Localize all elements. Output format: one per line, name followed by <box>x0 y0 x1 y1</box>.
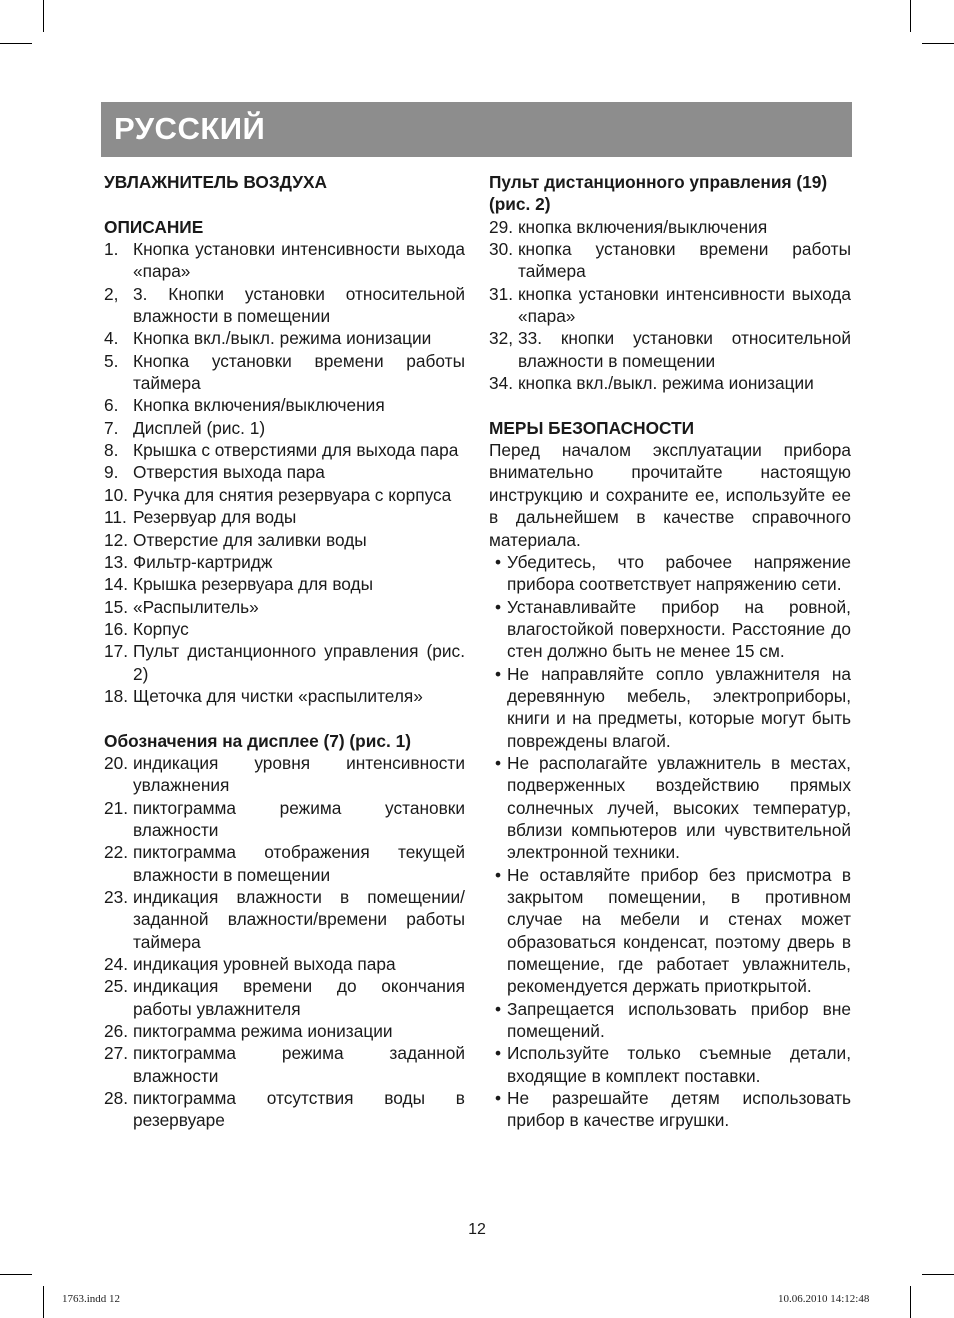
remote-list <box>489 216 851 395</box>
safety-intro: Перед началом эксплуатации прибора внимательно прочитайте настоящую инструкцию и сохраните ее, используйте ее в дальнейшем в качестве справочного материала. <box>489 440 851 550</box>
list-item-text: Пульт дистанционного управления (рис. 2) <box>133 641 465 684</box>
list-item-number: 6. <box>104 395 119 416</box>
list-item-text: 3. Кнопки установки относительной влажности в помещении <box>133 283 465 327</box>
list-item-number: 10. <box>104 484 129 505</box>
list-item-text: Кнопка установки времени работы таймера <box>133 350 465 394</box>
file-slug: 1763.indd 12 <box>62 1293 121 1305</box>
safety-bullet-text: Используйте только съемные детали, входящие в комплект поставки. <box>507 1043 851 1086</box>
list-item <box>104 618 465 640</box>
list-item-number: 23. <box>104 887 129 907</box>
list-item <box>104 797 465 842</box>
list-item-number: 27. <box>104 1043 129 1064</box>
list-item-text: пиктограмма отсутствия воды в резервуаре <box>133 1088 465 1131</box>
list-item-number: 8. <box>104 440 119 461</box>
list-item <box>104 238 465 283</box>
right-column <box>489 171 851 1132</box>
safety-heading: МЕРЫ БЕЗОПАСНОСТИ <box>489 417 695 438</box>
list-item-number: 17. <box>104 641 129 662</box>
list-item <box>104 283 465 328</box>
list-item <box>104 685 465 707</box>
list-item-number: 21. <box>104 797 129 818</box>
crop-mark <box>922 1274 954 1275</box>
list-item-text: кнопка установки интенсивности выхода «пара» <box>518 283 851 327</box>
list-item <box>104 506 465 528</box>
page-number: 12 <box>468 1221 486 1238</box>
safety-bullet-text: Не направляйте сопло увлажнителя на деревянную мебель, электроприборы, книги и на предметы, которые могут быть повреждены влагой. <box>507 663 851 751</box>
list-item-number: 11. <box>104 507 127 528</box>
crop-mark <box>910 1286 911 1318</box>
list-item <box>104 596 465 618</box>
list-item-text: Фильтр-картридж <box>133 551 273 572</box>
bullet-dot-icon: • <box>494 596 502 617</box>
safety-bullet-text: Не оставляйте прибор без присмотра в закрытом помещении, в противном случае на мебели и стенах может образоваться конденсат, поэтому дверь в помещение, где работает увлажнитель, рекомендуется держать приоткрытой. <box>507 864 851 997</box>
crop-mark <box>0 43 32 44</box>
crop-mark <box>43 0 44 32</box>
list-item-text: пиктограмма отображения текущей влажности в помещении <box>133 842 465 885</box>
list-item <box>104 640 465 685</box>
description-list <box>104 238 465 707</box>
list-item-text: Кнопка вкл./выкл. режима ионизации <box>133 328 432 349</box>
list-item-number: 22. <box>104 842 129 863</box>
list-item-text: Корпус <box>133 618 189 639</box>
list-item-number: 18. <box>104 685 129 706</box>
crop-mark <box>43 1286 44 1318</box>
safety-bullet <box>489 1042 851 1087</box>
list-item-number: 9. <box>104 462 119 483</box>
list-item-number: 13. <box>104 551 129 572</box>
safety-bullet <box>489 596 851 663</box>
list-item-number: 16. <box>104 618 129 639</box>
safety-bullet <box>489 864 851 998</box>
list-item-text: Щеточка для чистки «распылителя» <box>133 685 423 706</box>
list-item-text: Кнопка установки интенсивности выхода «пара» <box>133 239 465 282</box>
list-item-number: 5. <box>104 350 119 371</box>
list-item-number: 30. <box>489 239 514 260</box>
list-item-text: кнопка вкл./выкл. режима ионизации <box>518 373 814 394</box>
list-item <box>104 417 465 439</box>
safety-bullet <box>489 551 851 596</box>
list-item-text: Отверстие для заливки воды <box>133 529 367 550</box>
list-item <box>104 1042 465 1087</box>
safety-bullet-text: Убедитесь, что рабочее напряжение прибора соответствует напряжению сети. <box>507 551 851 595</box>
list-item-number: 20. <box>104 752 129 773</box>
list-item-number: 4. <box>104 328 119 349</box>
list-item <box>104 975 465 1020</box>
crop-mark <box>0 1274 32 1275</box>
list-item <box>489 216 851 238</box>
list-item-number: 31. <box>489 283 514 304</box>
display-heading: Обозначения на дисплее (7) (рис. 1) <box>104 730 411 751</box>
list-item-number: 7. <box>104 417 119 438</box>
list-item-number: 2, <box>104 283 119 304</box>
list-item <box>489 327 851 372</box>
list-item-text: индикация уровней выхода пара <box>133 954 396 975</box>
bullet-dot-icon: • <box>494 1043 502 1064</box>
safety-bullet <box>489 998 851 1043</box>
list-item <box>104 394 465 416</box>
list-item-text: Резервуар для воды <box>133 507 297 528</box>
list-item-text: пиктограмма режима ионизации <box>133 1021 393 1042</box>
list-item <box>104 841 465 886</box>
list-item-text: индикация влажности в помещении/заданной влажности/времени работы таймера <box>133 887 465 952</box>
list-item-number: 1. <box>104 239 119 260</box>
bullet-dot-icon: • <box>494 752 502 773</box>
list-item-text: 33. кнопки установки относительной влажности в помещении <box>518 328 851 371</box>
left-column <box>104 171 465 1132</box>
list-item-text: Кнопка включения/выключения <box>133 395 385 416</box>
description-heading: ОПИСАНИЕ <box>104 216 204 237</box>
safety-bullet-text: Устанавливайте прибор на ровной, влагостойкой поверхности. Расстояние до стен должно быть не менее 15 см. <box>507 596 851 662</box>
list-item <box>104 461 465 483</box>
list-item-number: 34. <box>489 373 514 394</box>
list-item-number: 15. <box>104 596 129 617</box>
display-list <box>104 752 465 1132</box>
safety-bullet <box>489 663 851 752</box>
list-item-text: кнопка установки времени работы таймера <box>518 239 851 282</box>
list-item <box>104 327 465 349</box>
list-item-text: индикация времени до окончания работы увлажнителя <box>133 976 465 1019</box>
list-item-text: Ручка для снятия резервуара с корпуса <box>133 484 452 505</box>
list-item <box>104 953 465 975</box>
date-slug: 10.06.2010 14:12:48 <box>778 1293 870 1305</box>
list-item <box>104 350 465 395</box>
list-item <box>104 529 465 551</box>
crop-mark <box>910 0 911 32</box>
list-item <box>104 573 465 595</box>
list-item <box>104 1087 465 1132</box>
list-item-text: кнопка включения/выключения <box>518 216 768 237</box>
list-item <box>104 551 465 573</box>
list-item <box>104 752 465 797</box>
list-item-number: 12. <box>104 529 129 550</box>
list-item <box>489 283 851 328</box>
list-item-text: пиктограмма режима установки влажности <box>133 797 465 840</box>
language-banner <box>101 102 852 157</box>
list-item-number: 29. <box>489 216 514 237</box>
bullet-dot-icon: • <box>494 1088 502 1109</box>
list-item-number: 28. <box>104 1088 129 1109</box>
list-item-text: «Распылитель» <box>133 596 259 617</box>
list-item-number: 14. <box>104 574 129 595</box>
bullet-dot-icon: • <box>494 663 502 684</box>
list-item-number: 32, <box>489 328 514 349</box>
safety-bullet <box>489 752 851 864</box>
crop-mark <box>922 43 954 44</box>
bullet-dot-icon: • <box>494 864 502 885</box>
safety-bullet-text: Не разрешайте детям использовать прибор в качестве игрушки. <box>507 1088 851 1131</box>
list-item <box>104 1020 465 1042</box>
list-item-number: 24. <box>104 954 129 975</box>
list-item-text: Крышка с отверстиями для выхода пара <box>133 440 459 461</box>
list-item-number: 26. <box>104 1021 129 1042</box>
list-item-text: Отверстия выхода пара <box>133 462 325 483</box>
safety-bullet <box>489 1087 851 1132</box>
list-item-text: Дисплей (рис. 1) <box>133 417 266 438</box>
list-item-text: Крышка резервуара для воды <box>133 574 374 595</box>
language-banner-title: РУССКИЙ <box>114 111 266 146</box>
list-item <box>104 439 465 461</box>
safety-list <box>489 551 851 1132</box>
remote-heading: Пульт дистанционного управления (19) (рис. 2) <box>489 172 828 215</box>
safety-bullet-text: Не располагайте увлажнитель в местах, подверженных воздействию прямых солнечных лучей, высоких температур, вблизи компьютеров или чувствительной электронной техники. <box>507 752 851 863</box>
list-item-text: индикация уровня интенсивности увлажнения <box>133 752 465 796</box>
bullet-dot-icon: • <box>494 551 502 572</box>
list-item <box>104 886 465 953</box>
list-item-number: 25. <box>104 976 129 997</box>
list-item <box>489 238 851 283</box>
product-title: УВЛАЖНИТЕЛЬ ВОЗДУХА <box>104 172 327 192</box>
list-item <box>489 372 851 394</box>
safety-bullet-text: Запрещается использовать прибор вне помещений. <box>507 998 851 1042</box>
list-item-text: пиктограмма режима заданной влажности <box>133 1043 465 1086</box>
list-item <box>104 484 465 506</box>
bullet-dot-icon: • <box>494 998 502 1019</box>
